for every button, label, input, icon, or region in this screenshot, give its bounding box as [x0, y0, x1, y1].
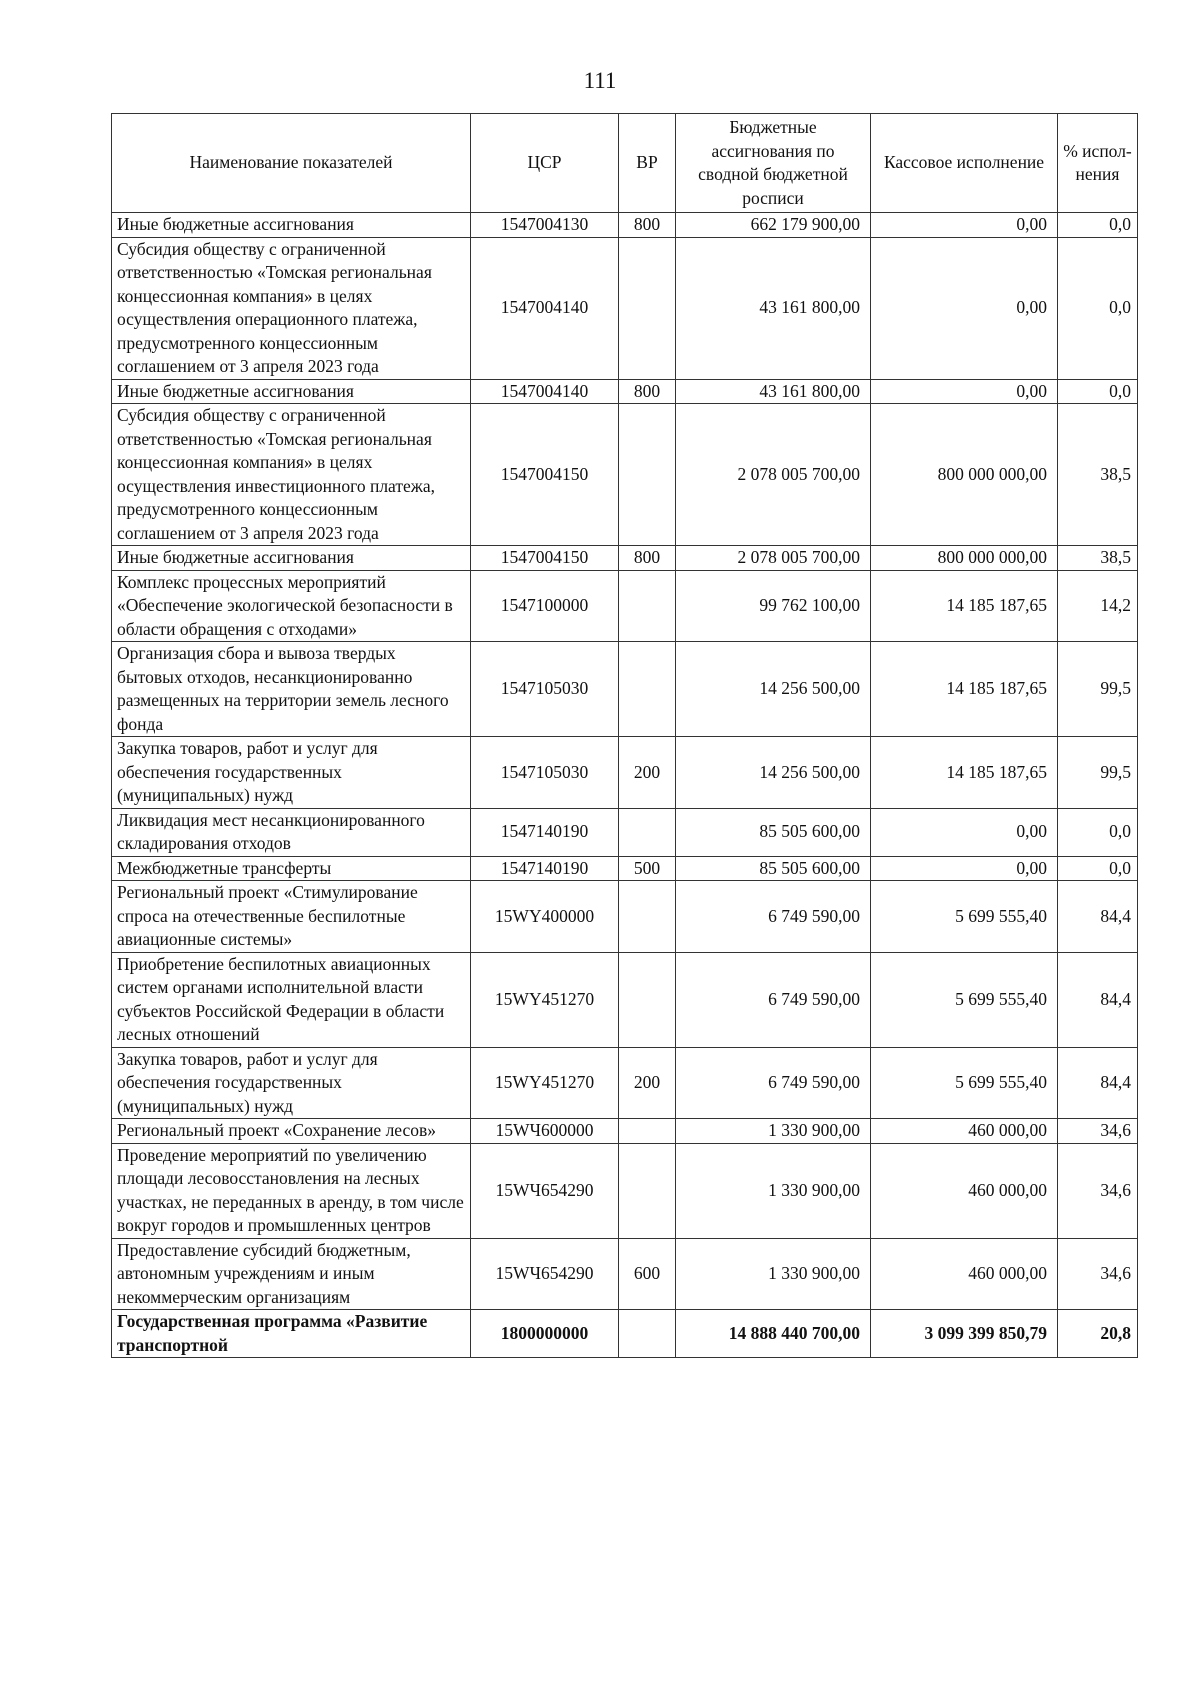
row-executed-cell: 14 185 187,65 — [871, 737, 1058, 809]
row-vr-cell — [619, 404, 676, 546]
row-percent-cell: 99,5 — [1058, 642, 1138, 737]
row-csr-cell: 1547105030 — [471, 642, 619, 737]
row-vr-cell — [619, 237, 676, 379]
row-csr-cell: 1547105030 — [471, 737, 619, 809]
table-row — [112, 1310, 1138, 1358]
row-name-cell: Приобретение беспилотных авиационных систем органами исполнительной власти субъектов Российской Федерации в области лесных отношений — [112, 952, 471, 1047]
header-executed: Кассовое исполнение — [871, 114, 1058, 213]
row-csr-cell: 1547004150 — [471, 546, 619, 571]
row-vr-cell — [619, 952, 676, 1047]
row-name-cell: Региональный проект «Стимулирование спроса на отечественные беспилотные авиационные системы» — [112, 881, 471, 953]
row-assigned-cell: 43 161 800,00 — [676, 379, 871, 404]
row-executed-cell: 800 000 000,00 — [871, 404, 1058, 546]
table-row — [112, 1238, 1138, 1310]
row-vr-cell: 800 — [619, 546, 676, 571]
table-header-row — [112, 114, 1138, 213]
row-percent-cell: 0,0 — [1058, 808, 1138, 856]
row-assigned-cell: 85 505 600,00 — [676, 808, 871, 856]
row-percent-cell: 84,4 — [1058, 952, 1138, 1047]
row-csr-cell: 1547004140 — [471, 379, 619, 404]
row-percent-cell: 0,0 — [1058, 237, 1138, 379]
header-vr: ВР — [619, 114, 676, 213]
row-assigned-cell: 2 078 005 700,00 — [676, 404, 871, 546]
row-vr-cell — [619, 1310, 676, 1358]
table-row — [112, 808, 1138, 856]
row-csr-cell: 15WY451270 — [471, 1047, 619, 1119]
row-executed-cell: 460 000,00 — [871, 1238, 1058, 1310]
table-row — [112, 856, 1138, 881]
row-csr-cell: 1547100000 — [471, 570, 619, 642]
row-csr-cell: 1547140190 — [471, 808, 619, 856]
row-vr-cell: 800 — [619, 379, 676, 404]
row-name-cell: Закупка товаров, работ и услуг для обеспечения государственных (муниципальных) нужд — [112, 737, 471, 809]
row-csr-cell: 15WЧ600000 — [471, 1119, 619, 1144]
row-executed-cell: 14 185 187,65 — [871, 642, 1058, 737]
row-csr-cell: 15WY400000 — [471, 881, 619, 953]
header-csr: ЦСР — [471, 114, 619, 213]
row-executed-cell: 5 699 555,40 — [871, 881, 1058, 953]
row-percent-cell: 20,8 — [1058, 1310, 1138, 1358]
row-csr-cell: 1547004130 — [471, 213, 619, 238]
row-assigned-cell: 99 762 100,00 — [676, 570, 871, 642]
table-row — [112, 546, 1138, 571]
row-name-cell: Ликвидация мест несанкционированного складирования отходов — [112, 808, 471, 856]
row-assigned-cell: 1 330 900,00 — [676, 1119, 871, 1144]
table-row — [112, 1119, 1138, 1144]
row-csr-cell: 15WY451270 — [471, 952, 619, 1047]
table-row — [112, 237, 1138, 379]
row-vr-cell — [619, 1119, 676, 1144]
budget-execution-table — [111, 113, 1138, 1358]
row-vr-cell: 200 — [619, 1047, 676, 1119]
row-name-cell: Иные бюджетные ассигнования — [112, 213, 471, 238]
row-vr-cell — [619, 642, 676, 737]
table-row — [112, 1047, 1138, 1119]
table-row — [112, 737, 1138, 809]
row-percent-cell: 34,6 — [1058, 1238, 1138, 1310]
row-assigned-cell: 662 179 900,00 — [676, 213, 871, 238]
row-executed-cell: 460 000,00 — [871, 1143, 1058, 1238]
table-row — [112, 642, 1138, 737]
row-name-cell: Комплекс процессных мероприятий «Обеспечение экологической безопасности в области обращения с отходами» — [112, 570, 471, 642]
row-name-cell: Иные бюджетные ассигнования — [112, 379, 471, 404]
row-percent-cell: 0,0 — [1058, 213, 1138, 238]
page-number: 111 — [583, 68, 617, 93]
row-csr-cell: 15WЧ654290 — [471, 1238, 619, 1310]
row-executed-cell: 0,00 — [871, 856, 1058, 881]
row-percent-cell: 34,6 — [1058, 1143, 1138, 1238]
row-executed-cell: 0,00 — [871, 379, 1058, 404]
row-percent-cell: 84,4 — [1058, 1047, 1138, 1119]
row-executed-cell: 800 000 000,00 — [871, 546, 1058, 571]
row-percent-cell: 99,5 — [1058, 737, 1138, 809]
row-vr-cell: 200 — [619, 737, 676, 809]
row-name-cell: Закупка товаров, работ и услуг для обеспечения государственных (муниципальных) нужд — [112, 1047, 471, 1119]
row-assigned-cell: 6 749 590,00 — [676, 881, 871, 953]
row-csr-cell: 1547004150 — [471, 404, 619, 546]
row-percent-cell: 14,2 — [1058, 570, 1138, 642]
row-name-cell: Субсидия обществу с ограниченной ответственностью «Томская региональная концессионная компания» в целях осуществления операционного платежа, предусмотренного концессионным соглашением от 3 апреля 2023 года — [112, 237, 471, 379]
row-percent-cell: 0,0 — [1058, 856, 1138, 881]
row-executed-cell: 0,00 — [871, 213, 1058, 238]
table-row — [112, 570, 1138, 642]
row-csr-cell: 15WЧ654290 — [471, 1143, 619, 1238]
row-name-cell: Предоставление субсидий бюджетным, автономным учреждениям и иным некоммерческим организациям — [112, 1238, 471, 1310]
row-csr-cell: 1547140190 — [471, 856, 619, 881]
row-executed-cell: 0,00 — [871, 808, 1058, 856]
row-vr-cell — [619, 881, 676, 953]
row-executed-cell: 3 099 399 850,79 — [871, 1310, 1058, 1358]
table-row — [112, 1143, 1138, 1238]
row-vr-cell: 800 — [619, 213, 676, 238]
row-csr-cell: 1800000000 — [471, 1310, 619, 1358]
row-assigned-cell: 6 749 590,00 — [676, 952, 871, 1047]
table-row — [112, 379, 1138, 404]
row-assigned-cell: 2 078 005 700,00 — [676, 546, 871, 571]
table-row — [112, 404, 1138, 546]
row-executed-cell: 460 000,00 — [871, 1119, 1058, 1144]
table-row — [112, 952, 1138, 1047]
row-assigned-cell: 1 330 900,00 — [676, 1238, 871, 1310]
table-row — [112, 213, 1138, 238]
row-vr-cell: 600 — [619, 1238, 676, 1310]
row-executed-cell: 14 185 187,65 — [871, 570, 1058, 642]
row-percent-cell: 0,0 — [1058, 379, 1138, 404]
row-name-cell: Организация сбора и вывоза твердых бытовых отходов, несанкционированно размещенных на территории земель лесного фонда — [112, 642, 471, 737]
row-name-cell: Иные бюджетные ассигнования — [112, 546, 471, 571]
row-percent-cell: 34,6 — [1058, 1119, 1138, 1144]
row-assigned-cell: 14 256 500,00 — [676, 642, 871, 737]
row-assigned-cell: 14 888 440 700,00 — [676, 1310, 871, 1358]
row-vr-cell: 500 — [619, 856, 676, 881]
row-vr-cell — [619, 808, 676, 856]
header-name: Наименование показателей — [112, 114, 471, 213]
row-vr-cell — [619, 1143, 676, 1238]
row-name-cell: Субсидия обществу с ограниченной ответственностью «Томская региональная концессионная компания» в целях осуществления инвестиционного платежа, предусмотренного концессионным соглашением от 3 апреля 2023 года — [112, 404, 471, 546]
row-name-cell: Межбюджетные трансферты — [112, 856, 471, 881]
table-body — [112, 213, 1138, 1358]
row-assigned-cell: 43 161 800,00 — [676, 237, 871, 379]
header-percent: % испол-нения — [1058, 114, 1138, 213]
row-assigned-cell: 1 330 900,00 — [676, 1143, 871, 1238]
row-csr-cell: 1547004140 — [471, 237, 619, 379]
row-name-cell: Проведение мероприятий по увеличению площади лесовосстановления на лесных участках, не переданных в аренду, в том числе вокруг городов и промышленных центров — [112, 1143, 471, 1238]
table-row — [112, 881, 1138, 953]
row-name-cell: Государственная программа «Развитие транспортной — [112, 1310, 471, 1358]
row-assigned-cell: 6 749 590,00 — [676, 1047, 871, 1119]
row-name-cell: Региональный проект «Сохранение лесов» — [112, 1119, 471, 1144]
row-executed-cell: 0,00 — [871, 237, 1058, 379]
row-assigned-cell: 14 256 500,00 — [676, 737, 871, 809]
row-percent-cell: 38,5 — [1058, 404, 1138, 546]
row-executed-cell: 5 699 555,40 — [871, 952, 1058, 1047]
row-percent-cell: 38,5 — [1058, 546, 1138, 571]
row-vr-cell — [619, 570, 676, 642]
row-percent-cell: 84,4 — [1058, 881, 1138, 953]
row-assigned-cell: 85 505 600,00 — [676, 856, 871, 881]
header-assigned: Бюджетные ассигнования по сводной бюджетной росписи — [676, 114, 871, 213]
row-executed-cell: 5 699 555,40 — [871, 1047, 1058, 1119]
